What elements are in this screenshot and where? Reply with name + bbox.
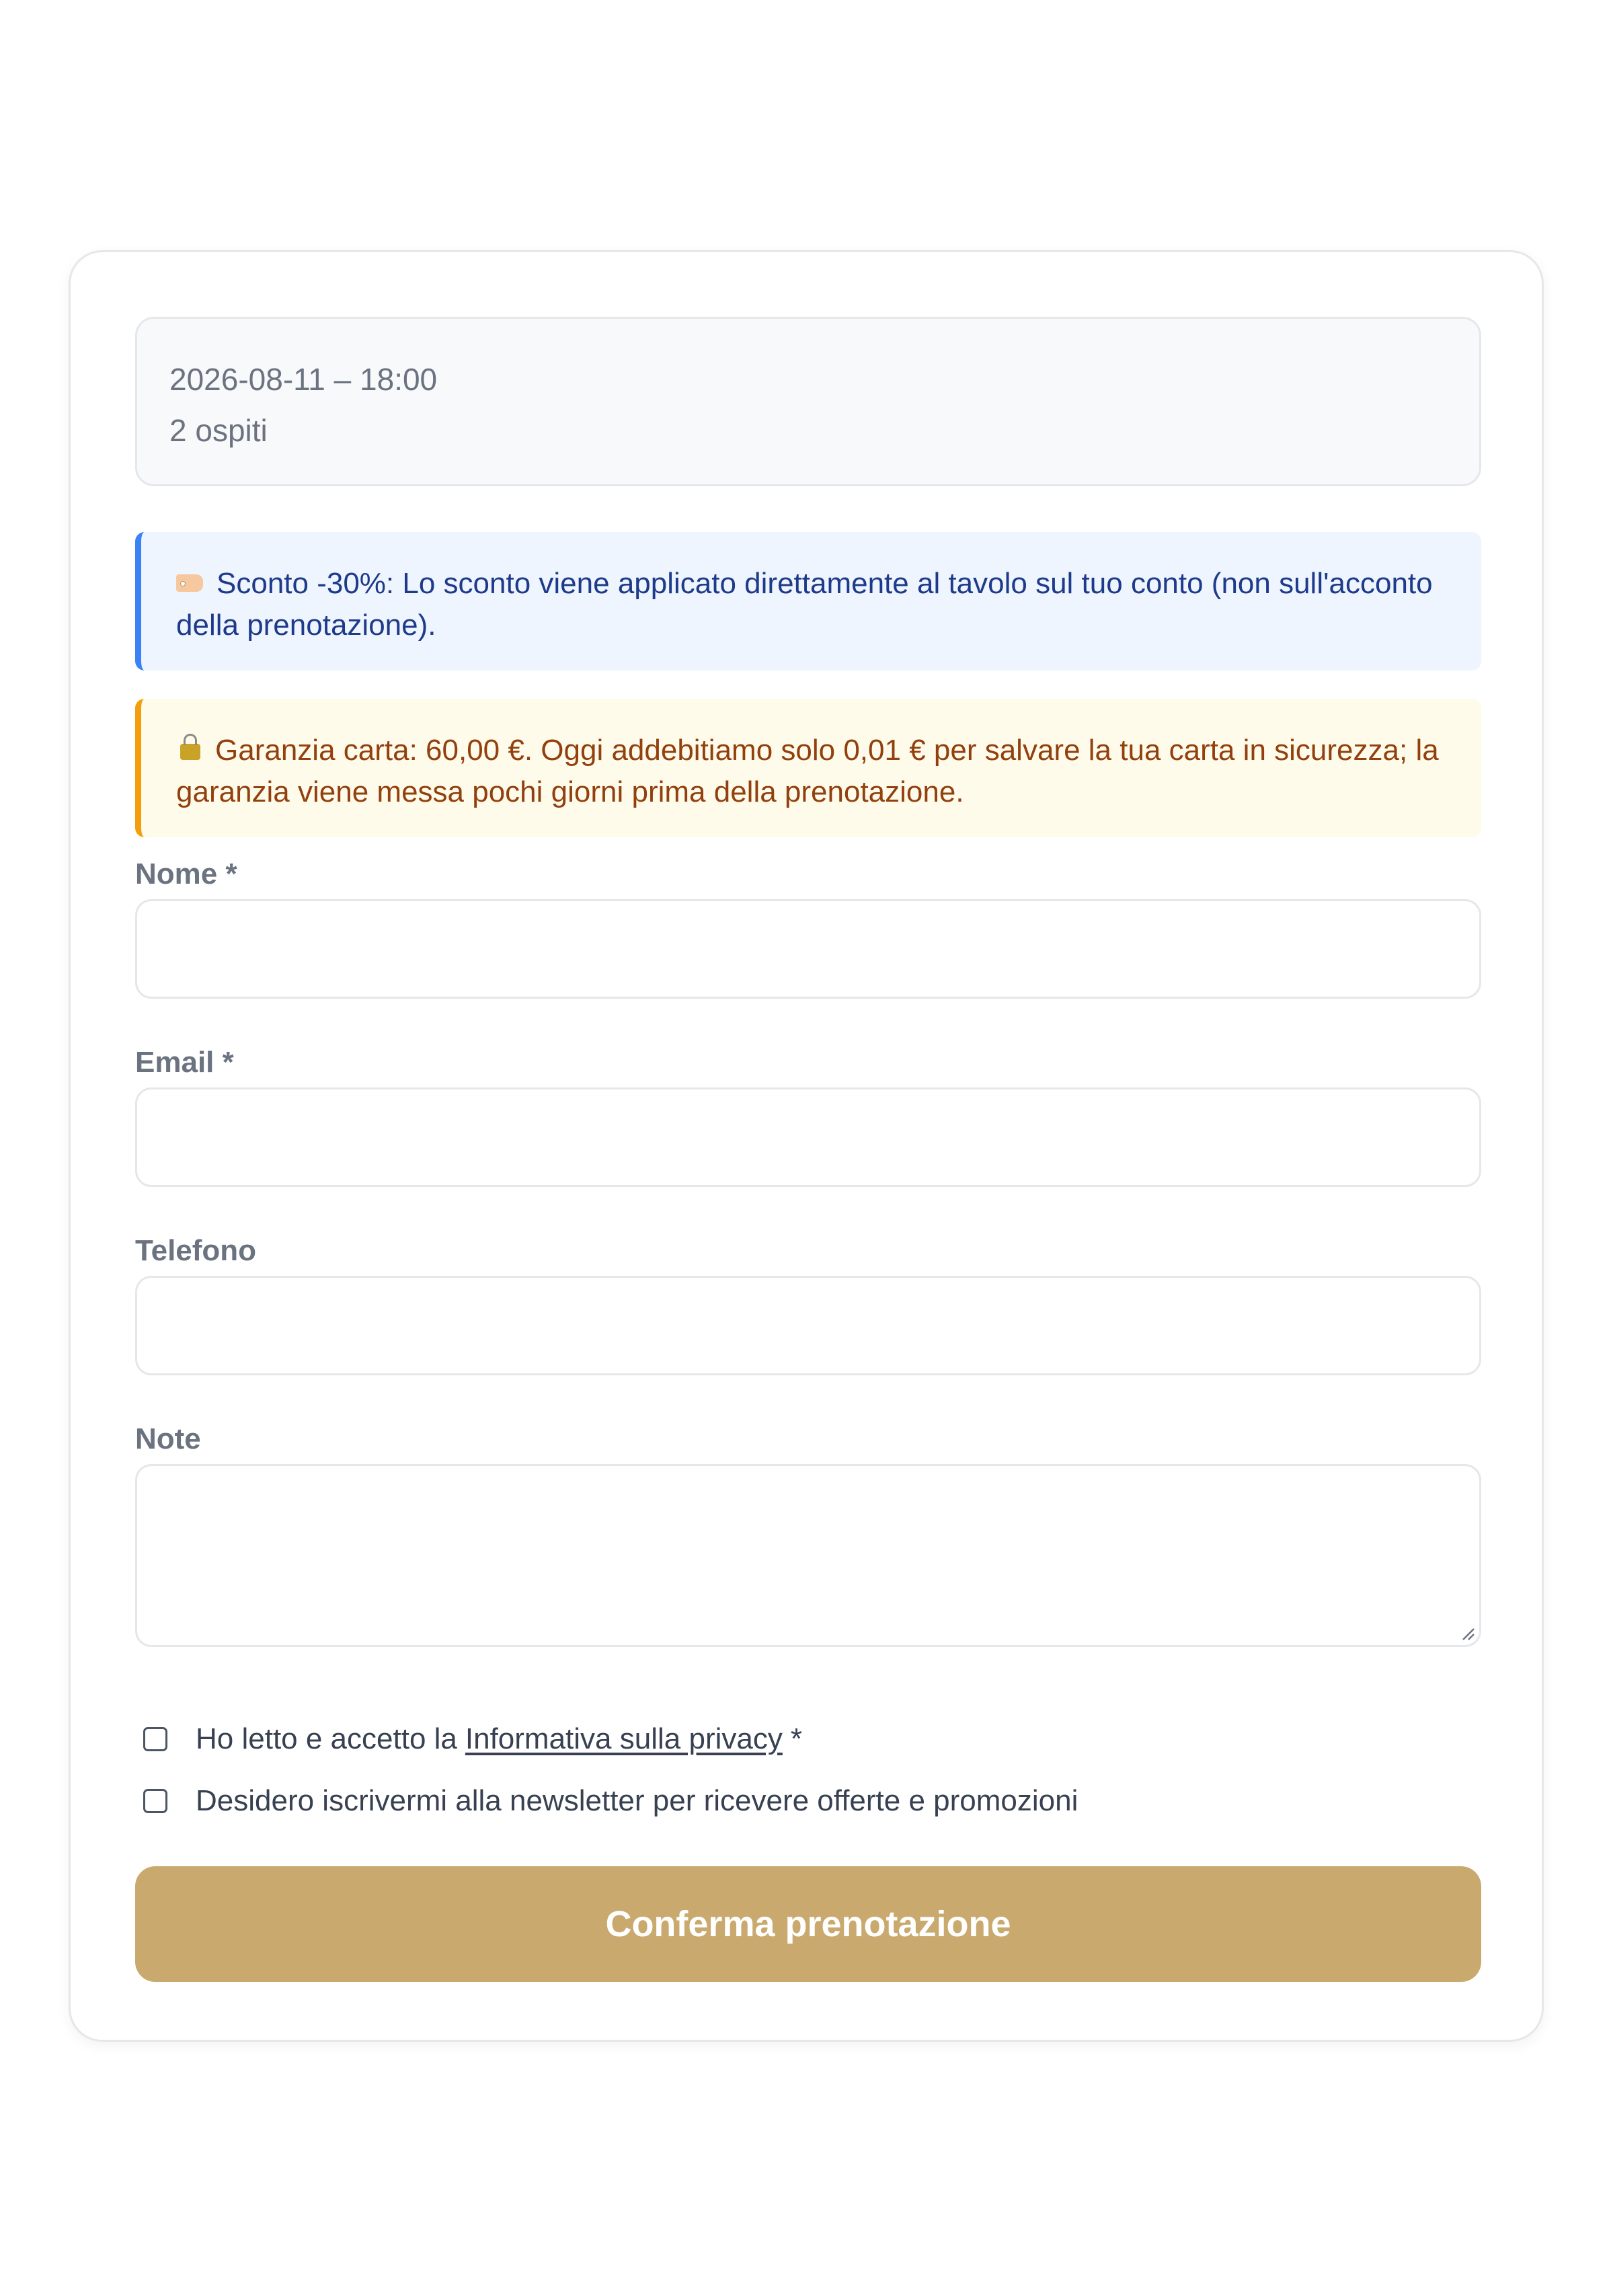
newsletter-checkbox[interactable]: [143, 1789, 167, 1813]
email-input[interactable]: [135, 1087, 1481, 1187]
booking-guests: 2 ospiti: [169, 413, 268, 448]
booking-card: [69, 250, 1544, 2042]
newsletter-consent-row: [143, 1784, 1078, 1818]
newsletter-label: Desidero iscrivermi alla newsletter per ricevere offerte e promozioni: [196, 1784, 1078, 1817]
email-label: Email *: [135, 1046, 234, 1079]
lock-icon: [180, 744, 200, 760]
booking-summary: [135, 317, 1481, 486]
notes-label: Note: [135, 1422, 201, 1455]
guarantee-text: Garanzia carta: 60,00 €. Oggi addebitiamo solo 0,01 € per salvare la tua carta in sicurezza; la garanzia viene messa pochi giorni prima della prenotazione.: [176, 734, 1439, 808]
privacy-checkbox[interactable]: [143, 1727, 167, 1751]
privacy-policy-link[interactable]: Informativa sulla privacy: [465, 1722, 783, 1755]
privacy-label-prefix: Ho letto e accetto la: [196, 1722, 457, 1755]
phone-input[interactable]: [135, 1276, 1481, 1375]
privacy-consent-row: [143, 1722, 802, 1756]
discount-text: Sconto -30%: Lo sconto viene applicato direttamente al tavolo sul tuo conto (non sull'acconto della prenotazione).: [176, 567, 1433, 642]
booking-datetime: 2026-08-11 – 18:00: [169, 362, 438, 397]
resize-handle-icon[interactable]: [1460, 1626, 1475, 1641]
confirm-booking-button[interactable]: Conferma prenotazione: [135, 1866, 1481, 1982]
privacy-required-marker: *: [790, 1722, 802, 1755]
card-guarantee-notice: [135, 699, 1481, 837]
name-label: Nome *: [135, 857, 237, 890]
price-tag-icon: [176, 574, 203, 592]
name-input[interactable]: [135, 899, 1481, 999]
notes-textarea[interactable]: [135, 1464, 1481, 1647]
phone-label: Telefono: [135, 1234, 257, 1267]
discount-notice: [135, 532, 1481, 671]
